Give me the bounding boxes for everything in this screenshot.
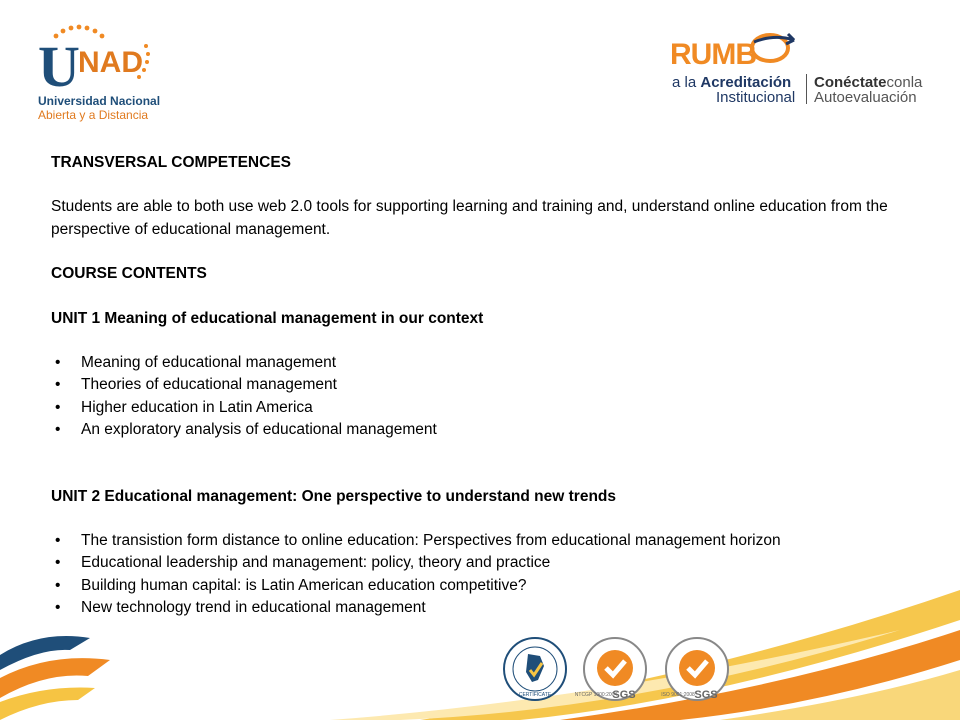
compass-arrow-icon xyxy=(748,32,798,64)
rumbo-line2: Institucional xyxy=(716,89,796,106)
transversal-heading: TRANSVERSAL COMPETENCES xyxy=(51,154,291,171)
rumbo-word: RUMB xyxy=(670,38,756,71)
rumbo-acreditacion-logo xyxy=(668,32,938,112)
acreditacion-text: Acreditación xyxy=(700,74,792,91)
seal3-standard: ISO 9001:2008 xyxy=(661,692,695,698)
list-item: • Meaning of educational management xyxy=(51,352,931,374)
seal1-label: CERTIFICATE xyxy=(518,692,552,698)
svg-text:NAD: NAD xyxy=(78,46,143,79)
list-item: • Theories of educational management xyxy=(51,374,931,396)
certificate-seal-icon xyxy=(502,636,568,702)
svg-text:U: U xyxy=(38,34,80,99)
list-item: • An exploratory analysis of educational management xyxy=(51,419,931,441)
unit1-list xyxy=(51,352,931,442)
sgs-seal-icon xyxy=(574,636,648,702)
unad-logo xyxy=(36,22,166,122)
unad-name-line1: Universidad Nacional xyxy=(38,94,161,108)
unad-name-line2: Abierta y a Distancia xyxy=(38,108,149,122)
slide-content xyxy=(51,152,931,620)
unad-logo-mark xyxy=(36,22,166,99)
list-item: • Educational leadership and management: policy, theory and practice xyxy=(51,552,931,574)
footer-swoosh-decoration xyxy=(0,560,960,720)
sgs-iso-seal-icon xyxy=(661,636,730,702)
unit1-title: UNIT 1 Meaning of educational management in our context xyxy=(51,309,484,327)
list-item: • New technology trend in educational management xyxy=(51,597,931,619)
logo-divider xyxy=(806,74,807,104)
seal2-standard: NTCGP 1000:2004 xyxy=(574,692,618,698)
seal3-label: SGS xyxy=(694,689,718,701)
list-item: • The transistion form distance to online education: Perspectives from educational management horizon xyxy=(51,530,931,552)
conectate-text: Conéctateconla xyxy=(814,74,923,91)
list-item: • Building human capital: is Latin American education competitive? xyxy=(51,575,931,597)
autoevaluacion-text: Autoevaluación xyxy=(814,89,917,106)
list-item: • Higher education in Latin America xyxy=(51,397,931,419)
rumbo-line1: a la Acreditación xyxy=(672,74,792,91)
course-contents-heading: COURSE CONTENTS xyxy=(51,265,207,283)
transversal-text: Students are able to both use web 2.0 tools for supporting learning and training and, understand online education from the perspective of educational management. xyxy=(51,198,888,238)
seal2-label: SGS xyxy=(612,689,636,701)
unit2-title: UNIT 2 Educational management: One perspective to understand new trends xyxy=(51,487,617,505)
